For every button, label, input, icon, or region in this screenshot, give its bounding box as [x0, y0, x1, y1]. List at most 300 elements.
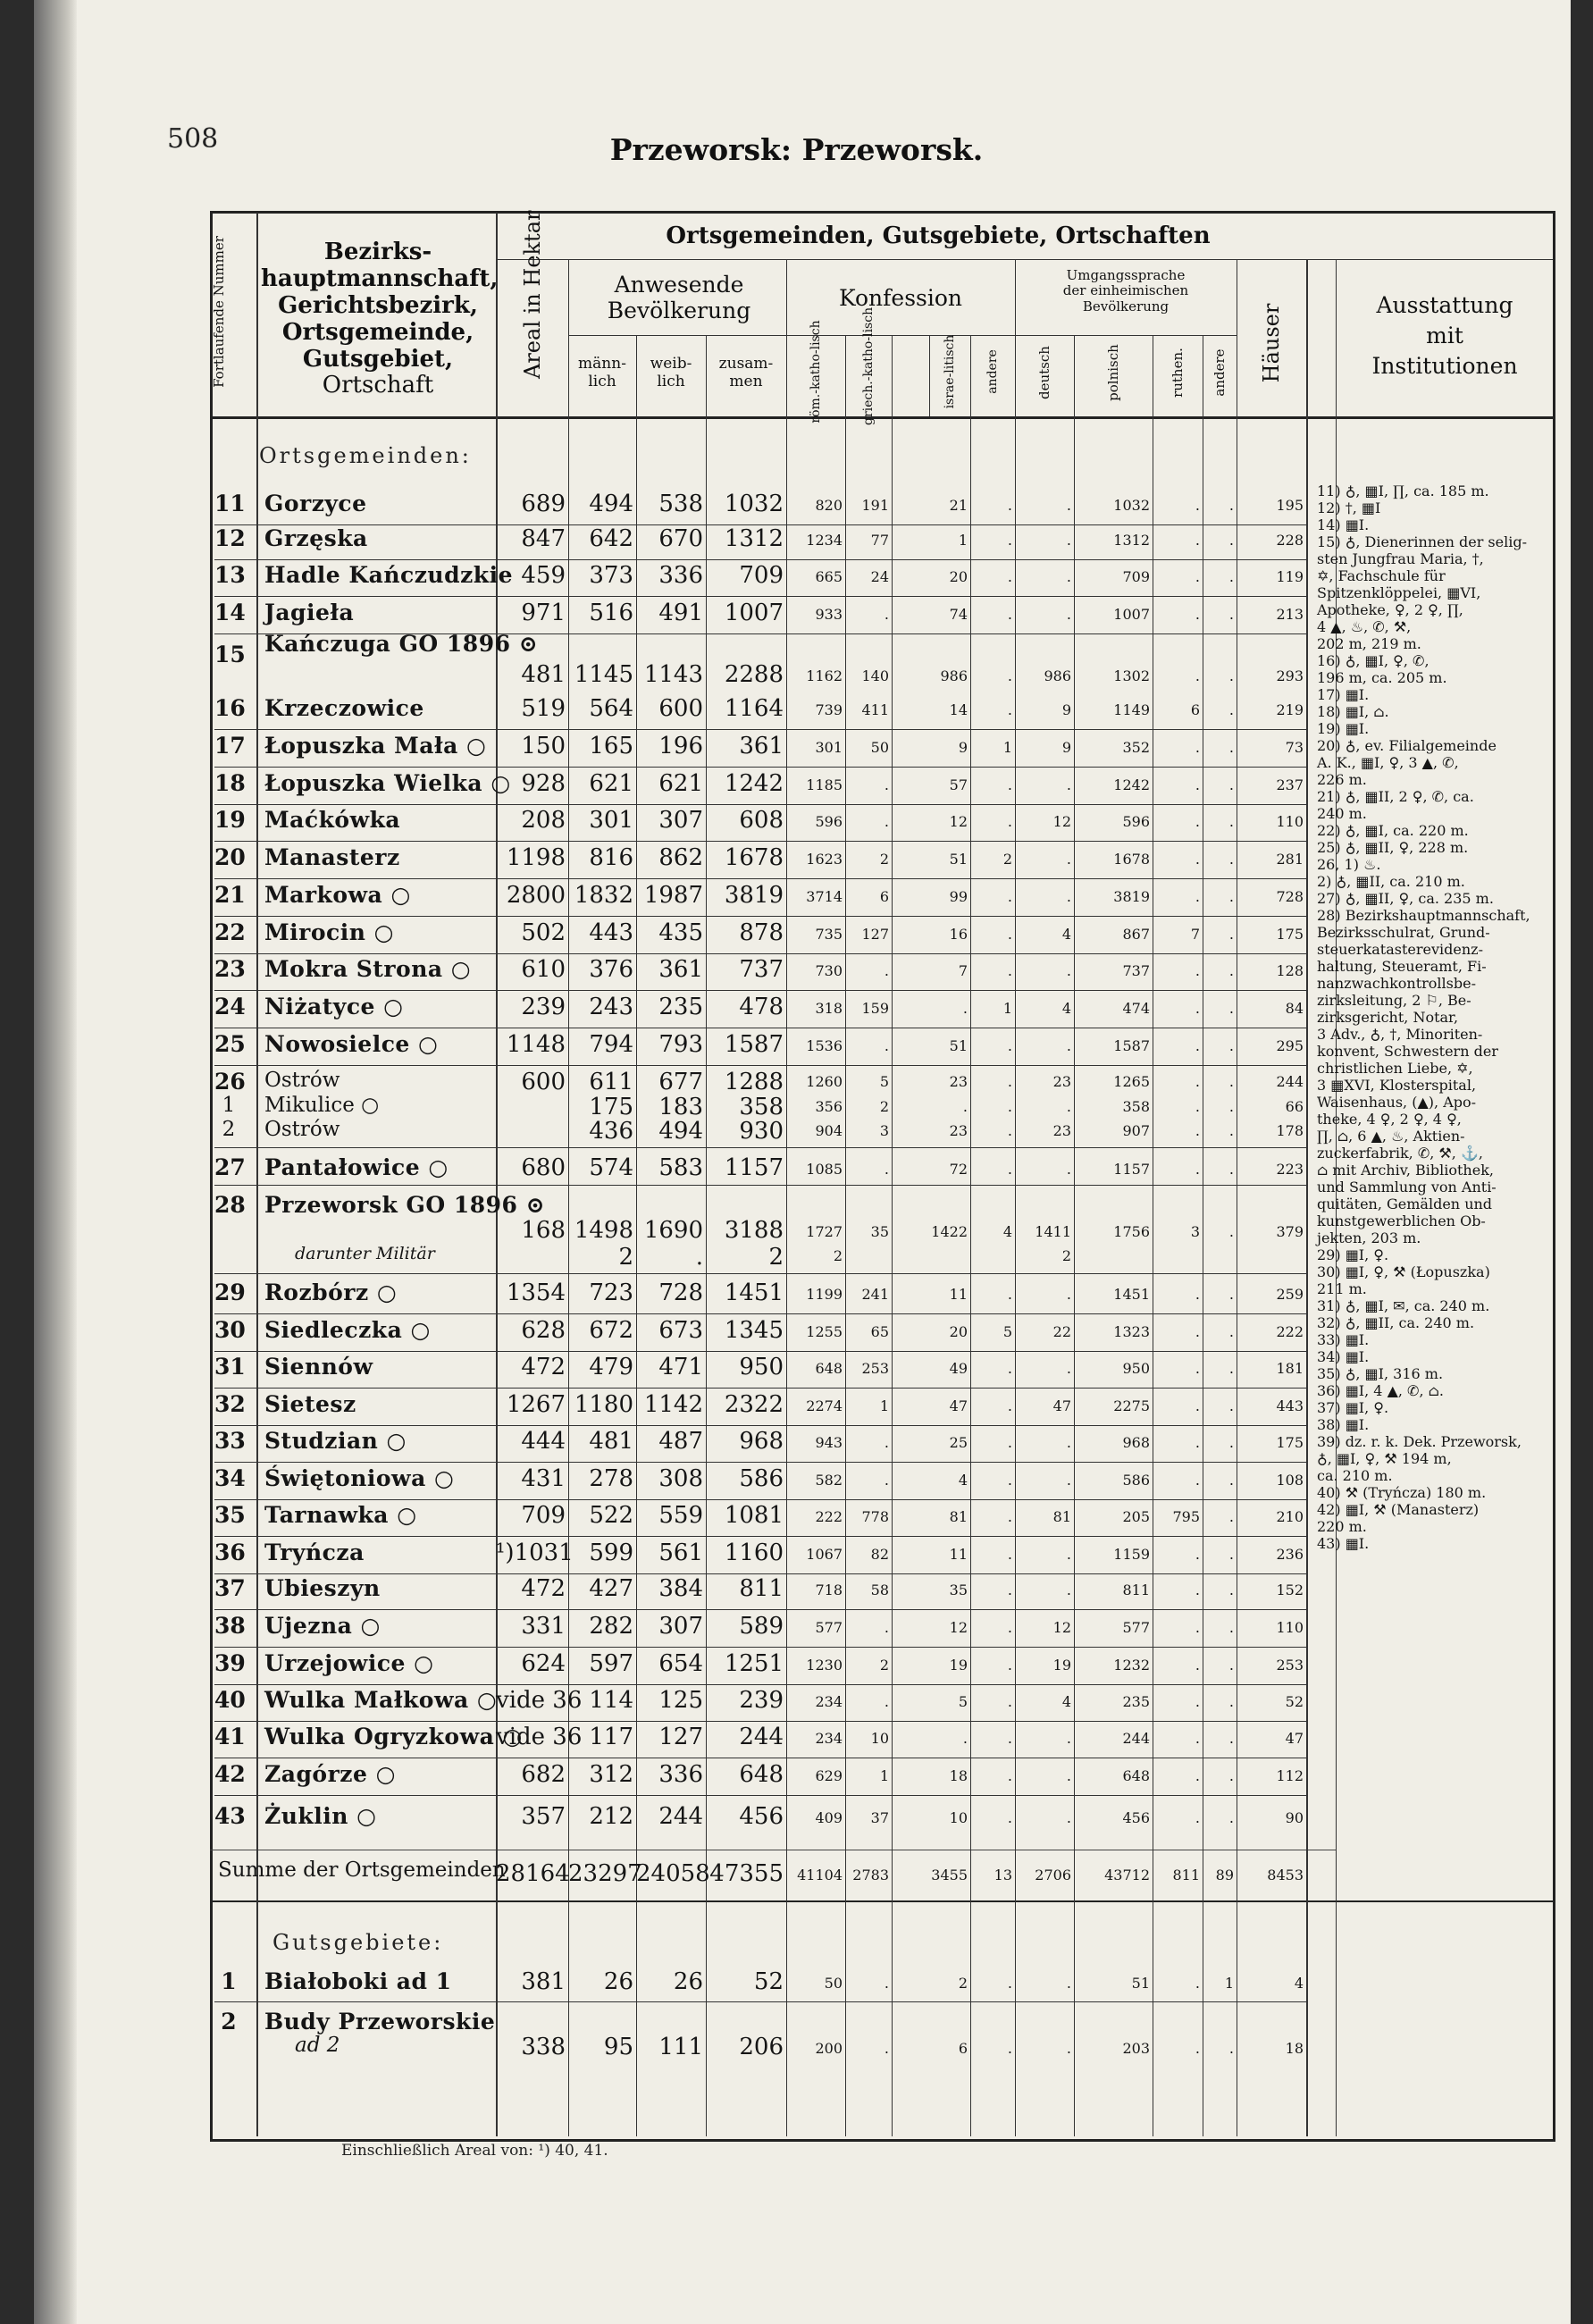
cell-m: 443	[589, 919, 633, 946]
ausstattung-line: 29) ▦I, ♀.	[1317, 1246, 1389, 1263]
cell-areal: 624	[521, 1650, 566, 1677]
cell-gk: 1	[879, 1767, 889, 1784]
summary-an: 13	[994, 1867, 1012, 1884]
cell-m: 212	[589, 1803, 633, 1830]
cell-ua: .	[1228, 1657, 1234, 1674]
grid-hline	[214, 953, 1306, 954]
cell-z: 206	[739, 2034, 784, 2060]
grid-hline	[214, 1313, 1306, 1314]
cell-m: 165	[589, 733, 633, 759]
cell-h: 244	[1276, 1073, 1304, 1090]
cell-de: .	[1066, 2040, 1071, 2057]
cell-ua: .	[1228, 1286, 1234, 1303]
sub-header-sub_weiblich	[636, 356, 706, 390]
ausstattung-line: 39) dz. r. k. Dek. Przeworsk,	[1317, 1433, 1522, 1450]
grid-hline	[496, 259, 1553, 260]
cell-m: 794	[589, 1031, 633, 1058]
row-number: 38	[214, 1613, 246, 1639]
cell-h: 237	[1276, 776, 1304, 793]
cell-m: 114	[589, 1687, 633, 1714]
ausstattung-line: 28) Bezirkshauptmannschaft,	[1317, 907, 1530, 924]
cell-z: 456	[739, 1803, 784, 1830]
cell-gk: 37	[870, 1809, 889, 1826]
cell-w: 1987	[643, 882, 703, 909]
cell-ru: .	[1195, 1161, 1200, 1178]
cell-an: .	[1007, 667, 1012, 684]
cell-rk: 730	[815, 962, 843, 979]
ausstattung-line: ♁, ▦I, ♀, ⚒ 194 m,	[1317, 1450, 1452, 1467]
cell-po: 203	[1122, 2040, 1150, 2057]
ausstattung-line: 30) ▦I, ♀, ⚒ (Łopuszka)	[1317, 1263, 1490, 1280]
ausstattung-line: 11) ♁, ▦I, ∏, ca. 185 m.	[1317, 482, 1489, 499]
row-name: Mikulice ○	[264, 1094, 380, 1117]
cell-gk: 411	[861, 701, 889, 718]
cell-ua: .	[1228, 1223, 1234, 1240]
cell-ua: .	[1228, 1397, 1234, 1414]
cell-m: 26	[603, 1968, 633, 1995]
cell-ru: .	[1195, 1098, 1200, 1115]
cell-z: 608	[739, 807, 784, 834]
cell-rk: 933	[815, 606, 843, 623]
cell-w: 384	[658, 1575, 703, 1602]
cell-de: 986	[1044, 667, 1071, 684]
cell-areal: vide 36	[496, 1687, 583, 1714]
cell-m: 427	[589, 1575, 633, 1602]
grid-hline	[214, 804, 1306, 805]
cell-h: 4	[1294, 1975, 1304, 1992]
cell-h: 178	[1276, 1122, 1304, 1139]
cell-m: 621	[589, 770, 633, 797]
umgang-col-3: andere	[1212, 348, 1228, 397]
cell-rk: 50	[824, 1975, 843, 1992]
cell-de: .	[1066, 1546, 1071, 1563]
cell-ua: .	[1228, 667, 1234, 684]
cell-ru: .	[1195, 1472, 1200, 1489]
summary-z: 47355	[709, 1860, 784, 1887]
cell-z: 1345	[724, 1317, 784, 1344]
cell-rk: 629	[815, 1767, 843, 1784]
sub-header-line: lich	[588, 372, 616, 390]
cell-m: 373	[589, 562, 633, 589]
cell-m: 436	[589, 1118, 633, 1145]
cell-ru: .	[1195, 1000, 1200, 1017]
cell-m: 574	[589, 1154, 633, 1181]
konfession-col-1: griech.-katho-lisch	[861, 306, 876, 425]
cell-m: 611	[589, 1069, 633, 1095]
cell-ru: .	[1195, 1546, 1200, 1563]
cell-po: 352	[1122, 739, 1150, 756]
grid-hline	[214, 1185, 1306, 1186]
cell-is: 9	[958, 739, 968, 756]
cell-z: 586	[739, 1465, 784, 1492]
cell-z: 1032	[724, 491, 784, 517]
cell-de: .	[1066, 568, 1071, 585]
sub-header-sub_zusammen	[706, 356, 786, 390]
section-ortsgemeinden: Ortsgemeinden:	[259, 443, 472, 468]
cell-ru: .	[1195, 1397, 1200, 1414]
cell-gk: .	[884, 606, 889, 623]
cell-m: 1180	[574, 1391, 633, 1418]
cell-ru: .	[1195, 1619, 1200, 1636]
cell-w: 307	[658, 807, 703, 834]
cell-areal: 682	[521, 1761, 566, 1788]
row-name: Mokra Strona ○	[264, 956, 472, 982]
cell-h: 18	[1285, 2040, 1304, 2057]
cell-de: .	[1066, 1360, 1071, 1377]
cell-po: 1159	[1113, 1546, 1150, 1563]
cell-de: .	[1066, 776, 1071, 793]
col-ausstattung-header	[1338, 290, 1551, 382]
cell-is: 81	[949, 1508, 968, 1525]
cell-gk: .	[884, 1975, 889, 1992]
row-name: Ostrów	[264, 1069, 340, 1092]
cell-ua: 1	[1224, 1975, 1234, 1992]
cell-po: 907	[1122, 1122, 1150, 1139]
ausstattung-line: haltung, Steueramt, Fi-	[1317, 958, 1487, 975]
cell-ua: .	[1228, 532, 1234, 549]
cell-ru: .	[1195, 1037, 1200, 1054]
cell-an: .	[1007, 1397, 1012, 1414]
ausstattung-line: 4 ▲, ♨, ✆, ⚒,	[1317, 618, 1412, 635]
cell-ru: .	[1195, 568, 1200, 585]
row-number: 24	[214, 994, 246, 1019]
row-number: 19	[214, 807, 246, 833]
row-name: Urzejowice ○	[264, 1650, 434, 1676]
cell-gk: 241	[861, 1286, 889, 1303]
cell-an: .	[1007, 1122, 1012, 1139]
cell-ua: .	[1228, 701, 1234, 718]
cell-w: 336	[658, 1761, 703, 1788]
cell-rk: 943	[815, 1434, 843, 1451]
cell-h: 84	[1285, 1000, 1304, 1017]
cell-gk: 35	[870, 1223, 889, 1240]
cell-ua: .	[1228, 1037, 1234, 1054]
grid-hline	[214, 1425, 1306, 1426]
cell-ru: 6	[1190, 701, 1200, 718]
cell-w: 308	[658, 1465, 703, 1492]
cell-gk: 253	[861, 1360, 889, 1377]
cell-is: 23	[949, 1073, 968, 1090]
cell-areal: 680	[521, 1154, 566, 1181]
grid-vline	[256, 213, 258, 2136]
grid-hline	[214, 1065, 1306, 1066]
binding-shadow	[34, 0, 77, 2324]
cell-gk: 50	[870, 739, 889, 756]
cell-ua: .	[1228, 1693, 1234, 1710]
ausstattung-line: 2) ♁, ▦II, ca. 210 m.	[1317, 873, 1465, 890]
summary-gk: 2783	[852, 1867, 889, 1884]
cell-de: .	[1066, 1581, 1071, 1598]
cell-z: 709	[739, 562, 784, 589]
ausstattung-line: 17) ▦I.	[1317, 686, 1370, 703]
ausstattung-line: zirksgericht, Notar,	[1317, 1009, 1459, 1026]
grid-hline	[214, 1147, 1306, 1148]
cell-z: 589	[739, 1613, 784, 1640]
cell-de2: 2	[1061, 1247, 1071, 1264]
cell-is: 12	[949, 813, 968, 830]
cell-w2: .	[695, 1244, 703, 1271]
row-name: Markowa ○	[264, 882, 411, 908]
cell-an: .	[1007, 1037, 1012, 1054]
cell-po: 1157	[1113, 1161, 1150, 1178]
cell-w: 361	[658, 956, 703, 983]
cell-an: .	[1007, 2040, 1012, 2057]
ausstattung-line: 3 Adv., ♁, †, Minoriten-	[1317, 1026, 1483, 1043]
cell-ua: .	[1228, 1809, 1234, 1826]
anwesende-header-line: Bevölkerung	[607, 297, 751, 323]
row-number: 1	[221, 1968, 237, 1994]
cell-an: 2	[1002, 851, 1012, 868]
bezirk-header-line: Gerichtsbezirk,	[278, 291, 478, 319]
cell-rk: 2274	[806, 1397, 843, 1414]
cell-ru: .	[1195, 776, 1200, 793]
cell-ru: 7	[1190, 926, 1200, 943]
row-name: Łopuszka Wielka ○	[264, 770, 511, 796]
cell-z: 930	[739, 1118, 784, 1145]
ausstattung-line: 42) ▦I, ⚒ (Manasterz)	[1317, 1501, 1480, 1518]
cell-is: 14	[949, 701, 968, 718]
ausstattung-line: 36) ▦I, 4 ▲, ✆, ⌂.	[1317, 1382, 1444, 1399]
cell-gk: .	[884, 776, 889, 793]
cell-h: 259	[1276, 1286, 1304, 1303]
grid-hline	[214, 841, 1306, 842]
ausstattung-line: und Sammlung von Anti-	[1317, 1179, 1497, 1196]
cell-w: 183	[658, 1094, 703, 1120]
cell-gk: 65	[870, 1323, 889, 1340]
cell-h: 223	[1276, 1161, 1304, 1178]
sub-header-line: weib-	[650, 355, 692, 373]
header-divider	[210, 416, 1553, 419]
sub-header-line: männ-	[578, 355, 626, 373]
summary-label: Summe der Ortsgemeinden	[218, 1858, 506, 1882]
row-number: 22	[214, 919, 246, 945]
cell-m: 816	[589, 844, 633, 871]
konfession-col-3: andere	[985, 349, 1000, 394]
cell-z: 358	[739, 1094, 784, 1120]
cell-h: 90	[1285, 1809, 1304, 1826]
row-number: 21	[214, 882, 246, 908]
cell-an: .	[1007, 1767, 1012, 1784]
group-anwesende-header	[572, 273, 786, 324]
cell-z: 3188	[724, 1217, 784, 1244]
cell-w: 559	[658, 1502, 703, 1529]
cell-de: .	[1066, 1809, 1071, 1826]
cell-rk: 648	[815, 1360, 843, 1377]
cell-an: .	[1007, 1508, 1012, 1525]
cell-areal: 481	[521, 661, 566, 688]
cell-gk: .	[884, 2040, 889, 2057]
row-name: Ostrów	[264, 1118, 340, 1141]
cell-areal: 519	[521, 695, 566, 722]
cell-gk: 58	[870, 1581, 889, 1598]
cell-ua: .	[1228, 1730, 1234, 1747]
ausstattung-line: 20) ♁, ev. Filialgemeinde	[1317, 737, 1497, 754]
ausstattung-line: ✡, Fachschule für	[1317, 567, 1446, 584]
cell-rk: 222	[815, 1508, 843, 1525]
row-number: 2	[221, 2009, 237, 2035]
row-name: Siennów	[264, 1354, 373, 1380]
cell-ru: .	[1195, 532, 1200, 549]
cell-ru: .	[1195, 1434, 1200, 1451]
grid-hline	[214, 1573, 1306, 1574]
grid-hline	[214, 1609, 1306, 1610]
row-name: Studzian ○	[264, 1428, 407, 1454]
grid-hline	[214, 2001, 1306, 2002]
cell-areal: 628	[521, 1317, 566, 1344]
col-haeuser-header: Häuser	[1259, 303, 1284, 383]
cell-ru: .	[1195, 1693, 1200, 1710]
row-name: Białoboki ad 1	[264, 1968, 452, 1994]
cell-w: 670	[658, 525, 703, 552]
cell-ru: .	[1195, 606, 1200, 623]
cell-ru: .	[1195, 1323, 1200, 1340]
cell-areal: 1267	[506, 1391, 566, 1418]
cell-gk: .	[884, 1037, 889, 1054]
cell-ua: .	[1228, 1161, 1234, 1178]
row-name: Pantałowice ○	[264, 1154, 449, 1180]
cell-w: 26	[673, 1968, 703, 1995]
cell-de: .	[1066, 1037, 1071, 1054]
cell-is: 51	[949, 851, 968, 868]
row-number: 33	[214, 1428, 246, 1454]
cell-h: 281	[1276, 851, 1304, 868]
cell-is: 51	[949, 1037, 968, 1054]
cell-is: 21	[949, 497, 968, 514]
summary-de: 2706	[1035, 1867, 1071, 1884]
cell-is: .	[962, 1730, 968, 1747]
row-name: Hadle Kańczudzkie	[264, 562, 514, 588]
sub-header-line: men	[729, 372, 763, 390]
row-number: 29	[214, 1279, 246, 1305]
cell-an: .	[1007, 701, 1012, 718]
cell-z: 2322	[724, 1391, 784, 1418]
ausstattung-line: 34) ▦I.	[1317, 1348, 1370, 1365]
row-number: 17	[214, 733, 246, 759]
ausstattung-line: 33) ▦I.	[1317, 1331, 1370, 1348]
cell-z: 1251	[724, 1650, 784, 1677]
cell-w: 793	[658, 1031, 703, 1058]
cell-gk: 2	[879, 1098, 889, 1115]
cell-ru: .	[1195, 2040, 1200, 2057]
cell-areal: 610	[521, 956, 566, 983]
ausstattung-line: 37) ▦I, ♀.	[1317, 1399, 1389, 1416]
cell-h: 293	[1276, 667, 1304, 684]
row-number: 32	[214, 1391, 246, 1417]
cell-w: 1142	[643, 1391, 703, 1418]
cell-z: 1587	[724, 1031, 784, 1058]
cell-m: 376	[589, 956, 633, 983]
cell-is: 19	[949, 1657, 968, 1674]
cell-ru: .	[1195, 1730, 1200, 1747]
cell-m: 494	[589, 491, 633, 517]
cell-an: .	[1007, 1434, 1012, 1451]
ausstattung-line: A. K., ▦I, ♀, 3 ▲, ✆,	[1317, 754, 1459, 771]
cell-z: 648	[739, 1761, 784, 1788]
cell-rk: 1085	[806, 1161, 843, 1178]
row-name: Przeworsk GO 1896 ⊙	[264, 1192, 546, 1218]
ausstattung-line: 22) ♁, ▦I, ca. 220 m.	[1317, 822, 1469, 839]
cell-ua: .	[1228, 1546, 1234, 1563]
cell-rk: 1260	[806, 1073, 843, 1090]
cell-h: 47	[1285, 1730, 1304, 1747]
cell-po: 950	[1122, 1360, 1150, 1377]
cell-areal: vide 36	[496, 1724, 583, 1750]
grid-hline	[214, 729, 1306, 730]
cell-po: 811	[1122, 1581, 1150, 1598]
cell-w: 677	[658, 1069, 703, 1095]
cell-po: 474	[1122, 1000, 1150, 1017]
cell-z: 968	[739, 1428, 784, 1455]
cell-ru: .	[1195, 1975, 1200, 1992]
ausstattung-line: Waisenhaus, (▲), Apo-	[1317, 1094, 1477, 1111]
cell-areal: 502	[521, 919, 566, 946]
cell-w: 435	[658, 919, 703, 946]
page-number: 508	[167, 123, 219, 155]
cell-an: .	[1007, 497, 1012, 514]
row-number: 31	[214, 1354, 246, 1380]
cell-m: 481	[589, 1428, 633, 1455]
cell-de: 22	[1052, 1323, 1071, 1340]
page-title: Przeworsk: Przeworsk.	[609, 132, 984, 167]
summary-divider	[210, 1900, 1553, 1902]
cell-is: 6	[958, 2040, 968, 2057]
cell-areal: 472	[521, 1354, 566, 1380]
cell-z: 3819	[724, 882, 784, 909]
cell-h: 112	[1276, 1767, 1304, 1784]
cell-is: 99	[949, 888, 968, 905]
summary-w: 24058	[636, 1860, 710, 1887]
cell-an: .	[1007, 813, 1012, 830]
cell-an: .	[1007, 926, 1012, 943]
cell-w: 494	[658, 1118, 703, 1145]
cell-z: 950	[739, 1354, 784, 1380]
row-number: 15	[214, 642, 246, 667]
cell-ua: .	[1228, 776, 1234, 793]
cell-po: 235	[1122, 1693, 1150, 1710]
cell-w: 336	[658, 562, 703, 589]
row-number: 11	[214, 491, 246, 516]
row-name: Jagieła	[264, 600, 355, 625]
bezirk-header-line: Ortschaft	[322, 372, 434, 399]
cell-ru: .	[1195, 1286, 1200, 1303]
row-name: Siedleczka ○	[264, 1317, 431, 1343]
cell-is: 5	[958, 1693, 968, 1710]
cell-de: 81	[1052, 1508, 1071, 1525]
cell-ru: .	[1195, 851, 1200, 868]
cell-de: .	[1066, 1161, 1071, 1178]
cell-is: 20	[949, 1323, 968, 1340]
cell-rk: 234	[815, 1730, 843, 1747]
grid-hline	[214, 596, 1306, 597]
cell-gk: 5	[879, 1073, 889, 1090]
anwesende-header-line: Anwesende	[614, 272, 744, 298]
cell-ru: .	[1195, 1767, 1200, 1784]
cell-h: 222	[1276, 1323, 1304, 1340]
ausstattung-line: 19) ▦I.	[1317, 720, 1370, 737]
cell-rk: 301	[815, 739, 843, 756]
row-number: 41	[214, 1724, 246, 1749]
grid-hline	[214, 767, 1306, 768]
cell-po: 1032	[1113, 497, 1150, 514]
cell-w: 307	[658, 1613, 703, 1640]
row-subname: darunter Militär	[295, 1244, 435, 1263]
grid-hline	[214, 1795, 1306, 1796]
grid-hline	[214, 1499, 1306, 1500]
cell-areal: 928	[521, 770, 566, 797]
cell-rk: 665	[815, 568, 843, 585]
cell-ru: .	[1195, 739, 1200, 756]
cell-po: 1451	[1113, 1286, 1150, 1303]
